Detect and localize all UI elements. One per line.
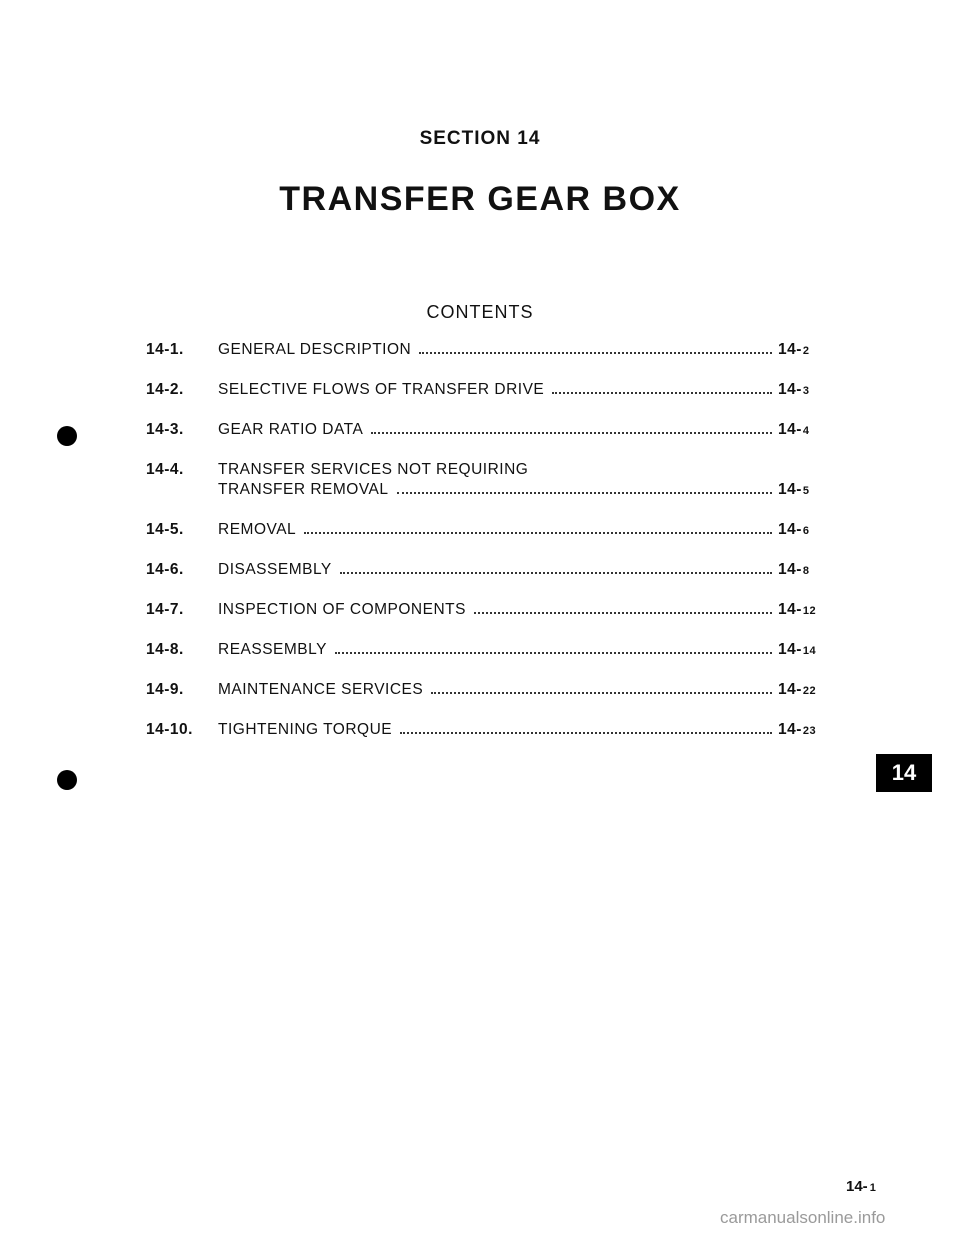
toc-entry-page-sub: 4 bbox=[802, 425, 810, 437]
contents-heading: CONTENTS bbox=[426, 302, 534, 322]
table-of-contents bbox=[146, 340, 826, 760]
toc-entry[interactable] bbox=[146, 420, 826, 441]
toc-entry-page bbox=[778, 520, 826, 541]
toc-leader-dots bbox=[474, 612, 772, 614]
toc-entry[interactable] bbox=[146, 720, 826, 741]
toc-entry-page bbox=[778, 560, 826, 581]
toc-entry-title: MAINTENANCE SERVICES bbox=[218, 681, 424, 698]
page-title: TRANSFER GEAR BOX bbox=[279, 180, 681, 218]
toc-entry-page-sub: 22 bbox=[802, 685, 817, 697]
toc-entry[interactable] bbox=[146, 680, 826, 701]
page-number-main: 14- bbox=[846, 1178, 868, 1195]
toc-entry-number: 14-9. bbox=[146, 681, 184, 698]
toc-entry[interactable] bbox=[146, 560, 826, 581]
toc-entry-title: TRANSFER REMOVAL bbox=[218, 481, 389, 498]
toc-entry-page-sub: 8 bbox=[802, 565, 810, 577]
binder-hole-icon bbox=[57, 770, 77, 790]
toc-leader-dots bbox=[371, 432, 772, 434]
toc-entry-title: TIGHTENING TORQUE bbox=[218, 721, 393, 738]
toc-entry-page-main: 14- bbox=[778, 421, 802, 438]
toc-entry-page-main: 14- bbox=[778, 481, 802, 498]
toc-entry-page-sub: 23 bbox=[802, 725, 817, 737]
toc-entry[interactable] bbox=[146, 460, 826, 501]
toc-entry[interactable] bbox=[146, 380, 826, 401]
toc-entry-title: SELECTIVE FLOWS OF TRANSFER DRIVE bbox=[218, 381, 545, 398]
toc-entry-page bbox=[778, 600, 826, 621]
toc-entry-page-main: 14- bbox=[778, 681, 802, 698]
toc-entry-number: 14-6. bbox=[146, 561, 184, 578]
binder-hole-icon bbox=[57, 426, 77, 446]
toc-entry-page-main: 14- bbox=[778, 721, 802, 738]
toc-entry-number: 14-5. bbox=[146, 521, 184, 538]
toc-entry-number: 14-1. bbox=[146, 341, 184, 358]
toc-entry-page-sub: 5 bbox=[802, 485, 810, 497]
toc-leader-dots bbox=[400, 732, 772, 734]
toc-entry-number: 14-10. bbox=[146, 721, 193, 738]
section-label: SECTION 14 bbox=[419, 128, 541, 149]
toc-entry-page-main: 14- bbox=[778, 561, 802, 578]
toc-entry-page bbox=[778, 380, 826, 401]
toc-entry-page bbox=[778, 720, 826, 741]
toc-entry-title: GENERAL DESCRIPTION bbox=[218, 341, 412, 358]
toc-entry-page-main: 14- bbox=[778, 521, 802, 538]
toc-leader-dots bbox=[340, 572, 772, 574]
toc-entry-page bbox=[778, 640, 826, 661]
watermark: carmanualsonline.info bbox=[720, 1208, 886, 1227]
toc-entry-page-sub: 3 bbox=[802, 385, 810, 397]
toc-entry-number: 14-4. bbox=[146, 461, 184, 478]
page-number bbox=[846, 1178, 876, 1195]
toc-leader-dots bbox=[431, 692, 772, 694]
toc-entry-title: REMOVAL bbox=[218, 521, 297, 538]
toc-leader-dots bbox=[397, 492, 773, 494]
toc-entry-number: 14-7. bbox=[146, 601, 184, 618]
toc-entry-page bbox=[778, 420, 826, 441]
toc-leader-dots bbox=[552, 392, 772, 394]
toc-leader-dots bbox=[335, 652, 772, 654]
toc-entry-title: REASSEMBLY bbox=[218, 641, 327, 658]
toc-entry-title: INSPECTION OF COMPONENTS bbox=[218, 601, 466, 618]
toc-entry-page-sub: 12 bbox=[802, 605, 817, 617]
toc-entry-title: DISASSEMBLY bbox=[218, 561, 332, 578]
toc-entry-title: GEAR RATIO DATA bbox=[218, 421, 364, 438]
toc-entry-number: 14-8. bbox=[146, 641, 184, 658]
toc-entry-page bbox=[778, 680, 826, 701]
toc-leader-dots bbox=[304, 532, 772, 534]
section-tab-label: 14 bbox=[891, 760, 917, 785]
toc-entry-page-main: 14- bbox=[778, 341, 802, 358]
toc-entry-number: 14-2. bbox=[146, 381, 184, 398]
page-number-sub: 1 bbox=[869, 1182, 876, 1194]
toc-entry-page bbox=[778, 480, 826, 501]
toc-entry-page-sub: 14 bbox=[802, 645, 817, 657]
toc-entry[interactable] bbox=[146, 520, 826, 541]
toc-entry-page-main: 14- bbox=[778, 381, 802, 398]
toc-entry[interactable] bbox=[146, 600, 826, 621]
toc-entry-number: 14-3. bbox=[146, 421, 184, 438]
toc-entry-page-main: 14- bbox=[778, 641, 802, 658]
toc-entry[interactable] bbox=[146, 640, 826, 661]
toc-entry-page bbox=[778, 340, 826, 361]
toc-entry-page-sub: 2 bbox=[802, 345, 810, 357]
toc-entry-page-sub: 6 bbox=[802, 525, 810, 537]
toc-leader-dots bbox=[419, 352, 772, 354]
toc-entry-title: TRANSFER SERVICES NOT REQUIRING bbox=[218, 461, 529, 478]
toc-entry-page-main: 14- bbox=[778, 601, 802, 618]
section-tab-marker bbox=[876, 754, 932, 792]
toc-entry[interactable] bbox=[146, 340, 826, 361]
